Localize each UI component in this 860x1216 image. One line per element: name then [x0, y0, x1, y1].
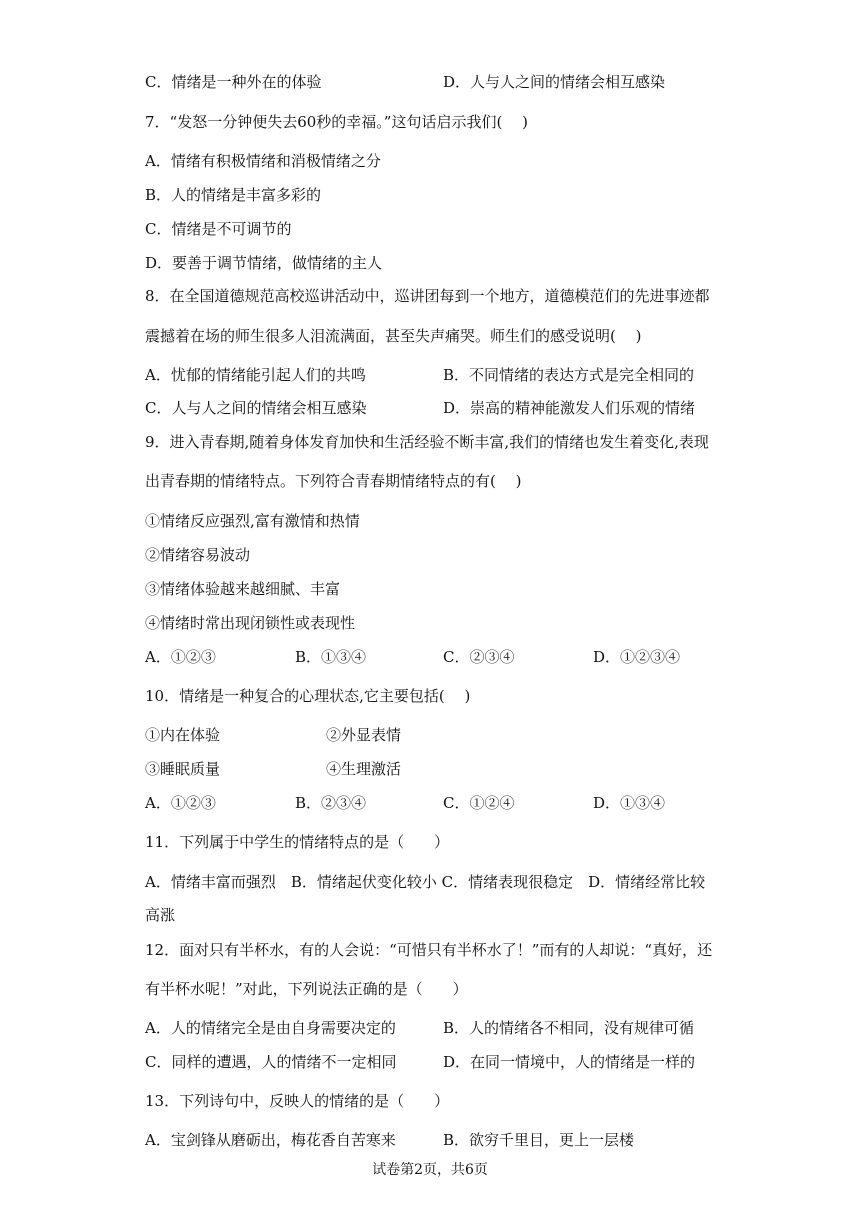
q7-option-b: B．人的情绪是丰富多彩的: [145, 186, 322, 204]
q8-option-a: A．忧郁的情绪能引起人们的共鸣: [145, 366, 366, 384]
q8-stem-line2: 震撼着在场的师生很多人泪流满面，甚至失声痛哭。师生们的感受说明( ): [145, 327, 642, 345]
q9-stem-line2: 出青春期的情绪特点。下列符合青春期情绪特点的有( ): [145, 472, 522, 490]
q9-item-3: ③情绪体验越来越细腻、丰富: [145, 580, 341, 598]
q11-stem: 11．下列属于中学生的情绪特点的是（ ）: [145, 833, 450, 851]
q9-option-a: A．①②③: [145, 648, 216, 666]
q9-option-d: D．①②③④: [593, 648, 681, 666]
q6-option-d: D．人与人之间的情绪会相互感染: [443, 73, 666, 91]
q10-option-a: A．①②③: [145, 794, 216, 812]
q10-item-2: ②外显表情: [326, 726, 402, 744]
q8-option-c: C．人与人之间的情绪会相互感染: [145, 399, 367, 417]
q10-item-3: ③睡眠质量: [145, 760, 221, 778]
q7-option-c: C．情绪是不可调节的: [145, 220, 292, 238]
q13-option-a: A．宝剑锋从磨砺出，梅花香自苦寒来: [145, 1131, 396, 1149]
q7-option-a: A．情绪有积极情绪和消极情绪之分: [145, 152, 381, 170]
q9-item-2: ②情绪容易波动: [145, 546, 251, 564]
q12-option-b: B．人的情绪各不相同，没有规律可循: [443, 1019, 695, 1037]
q10-option-c: C．①②④: [443, 794, 515, 812]
q13-option-b: B．欲穷千里目，更上一层楼: [443, 1131, 635, 1149]
q12-option-d: D．在同一情境中，人的情绪是一样的: [443, 1053, 696, 1071]
q6-option-c: C．情绪是一种外在的体验: [145, 73, 322, 91]
q11-options: A．情绪丰富而强烈 B．情绪起伏变化较小 C．情绪表现很稳定 D．情绪经常比较: [145, 873, 706, 891]
q12-stem-line1: 12．面对只有半杯水，有的人会说：“可惜只有半杯水了！”而有的人却说：“真好，还: [145, 941, 713, 959]
q7-stem: 7．“发怒一分钟便失去60秒的幸福。”这句话启示我们( ): [145, 113, 528, 131]
q10-stem: 10．情绪是一种复合的心理状态,它主要包括( ): [145, 687, 471, 705]
q9-item-4: ④情绪时常出现闭锁性或表现性: [145, 614, 356, 632]
page-footer: 试卷第2页，共6页: [372, 1162, 488, 1178]
q9-option-b: B．①③④: [295, 648, 367, 666]
q12-stem-line2: 有半杯水呢！”对此，下列说法正确的是（ ）: [145, 980, 468, 998]
q10-item-4: ④生理激活: [326, 760, 402, 778]
q8-option-b: B．不同情绪的表达方式是完全相同的: [443, 366, 695, 384]
q10-option-d: D．①③④: [593, 794, 666, 812]
q8-option-d: D．崇高的精神能激发人们乐观的情绪: [443, 399, 696, 417]
q7-option-d: D．要善于调节情绪，做情绪的主人: [145, 254, 383, 272]
q8-stem-line1: 8．在全国道德规范高校巡讲活动中，巡讲团每到一个地方，道德模范们的先进事迹都: [145, 287, 710, 305]
q12-option-a: A．人的情绪完全是由自身需要决定的: [145, 1019, 396, 1037]
q9-stem-line1: 9．进入青春期,随着身体发育加快和生活经验不断丰富,我们的情绪也发生着变化,表现: [145, 433, 709, 451]
q9-option-c: C．②③④: [443, 648, 515, 666]
q11-options-continued: 高涨: [145, 906, 176, 924]
q13-stem: 13．下列诗句中，反映人的情绪的是（ ）: [145, 1092, 450, 1110]
q10-item-1: ①内在体验: [145, 726, 221, 744]
q12-option-c: C．同样的遭遇，人的情绪不一定相同: [145, 1053, 397, 1071]
q10-option-b: B．②③④: [295, 794, 367, 812]
q9-item-1: ①情绪反应强烈,富有激情和热情: [145, 512, 360, 530]
